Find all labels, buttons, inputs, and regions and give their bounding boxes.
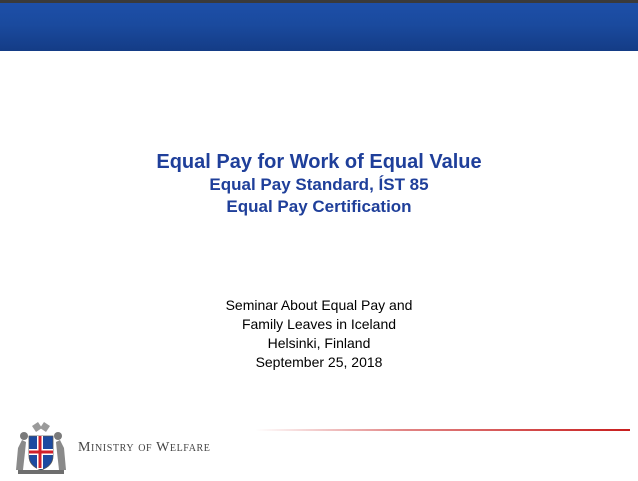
subtitle-line-4: September 25, 2018: [255, 354, 383, 370]
slide-title: Equal Pay for Work of Equal Value: [156, 151, 482, 173]
title-block: [0, 150, 638, 218]
subtitle-line-2: Family Leaves in Iceland: [241, 316, 397, 332]
coat-of-arms-icon: [12, 418, 70, 476]
subtitle-block: [0, 296, 638, 372]
header-banner: [0, 3, 638, 51]
ministry-name: Ministry of Welfare: [78, 440, 211, 455]
subtitle-line-3: Helsinki, Finland: [267, 335, 371, 351]
slide-title-line-3: Equal Pay Certification: [226, 197, 412, 216]
footer-accent-line: [255, 429, 630, 431]
subtitle-line-1: Seminar About Equal Pay and: [225, 297, 413, 313]
slide-title-line-2: Equal Pay Standard, ÍST 85: [209, 175, 429, 194]
